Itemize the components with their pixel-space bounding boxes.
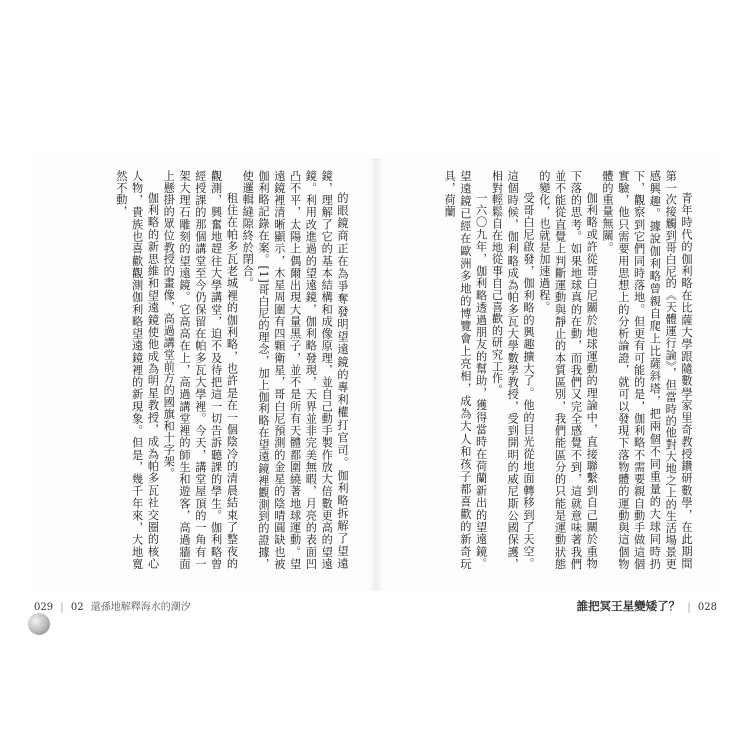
left-page-number: 029 [34, 602, 54, 613]
right-paragraph-2: 伽利略或許從哥白尼關於地球運動的理論中，直接聯繫到自己關於重物下落的思考。如果地球真的在動，而我們又完全感覺不到，這就意味著我們並不能從直覺上判斷運動與靜止的本質區別，我們能區分的只能是運動狀態的變化，也就是加速過程。 [537, 170, 599, 570]
planet-icon [28, 613, 50, 635]
right-paragraph-4: 一六〇九年，伽利略透過朋友的幫助，獲得當時在荷蘭新出的望遠鏡。望遠鏡已經在歐洲多地的博覽會上亮相，成為大人和孩子都喜歡的新奇玩具，荷蘭 [443, 170, 488, 570]
chapter-title: 還孫地解釋海水的潮汐 [90, 602, 191, 613]
right-footer-separator: | [687, 602, 691, 613]
left-paragraph-3: 伽利略的新思維和望遠鏡使他成為明星教授，成為帕多瓦社交圈的核心人物，貴族也喜歡觀測伽利略望遠鏡裡的新現象。但是，幾千年來，大地寬然不動， [114, 170, 160, 570]
chapter-number: 02 [70, 602, 84, 613]
right-paragraph-3: 受哥白尼啟發，伽利略的興趣擴大了。他的目光從地面轉移到了天空。這個時候，伽利略成為帕多瓦大學數學教授，受到開明的威尼斯公國保護，相對輕鬆自在地從事自己喜歡的研究工作。 [490, 170, 536, 570]
left-paragraph-2: 租住在帕多瓦老城裡的伽利略，也許是在一個陰冷的清晨結束了整夜的觀測，興奮地趕往大學講堂，迫不及待把這一切告訴聽課的學生。伽利略曾經授課的那個講堂至今仍保留在帕多瓦大學裡。今天，講堂屋頂的一角有一架大理石雕刻的望遠鏡。它高高在上，高過講堂裡的師生和遊客，高過牆面上懸掛的眾位教授的畫像，高過講堂前方的國旗和十字架。 [162, 170, 239, 570]
book-gutter [374, 158, 377, 591]
right-paragraph-1: 青年時代的伽利略在比薩大學跟隨數學家里奇教授鑽研數學，在此期間第一次接觸到哥白尼的《天體運行論》，但當時的他對大地之上的生活場景更感興趣。據說伽利略曾親自爬上比薩斜塔，把兩個不同重量的大球同時扔下，觀察到它們同時落地。但更有可能的是，伽利略不需要親自動手做這個實驗，他只需要用思想上的分析論證，就可以發現下落物體的運動與這個物體的重量無關。 [601, 170, 693, 570]
book-title: 誰把冥王星變矮了？ [576, 599, 681, 613]
left-footer [34, 598, 191, 613]
right-footer [577, 598, 717, 614]
left-paragraph-1: 的眼鏡商正在為爭奪發明望遠鏡的專利權打官司。伽利略拆解了望遠鏡，理解了它的基本結構和成像原理，並自己動手製作放大倍數更高的望遠鏡。利用改進過的望遠鏡，伽利略發現，天界並非完美無暇，月亮的表面凹凸不平，太陽上偶爾出現大量黑子，並不是所有天體都圍繞著地球運動。望遠鏡裡清晰顯示，木星周圍有四顆衛星，哥白尼預測的金星的陰晴圓缺也被伽利略記錄在案。[1]哥白尼的理念，加上伽利略在望遠鏡裡觀測到的證據，使邏輯縫隙終於閉合。 [241, 170, 349, 570]
left-footer-separator: | [60, 602, 64, 613]
right-page-number: 028 [697, 602, 717, 613]
left-page-body [46, 170, 350, 570]
right-page-body [400, 170, 694, 570]
